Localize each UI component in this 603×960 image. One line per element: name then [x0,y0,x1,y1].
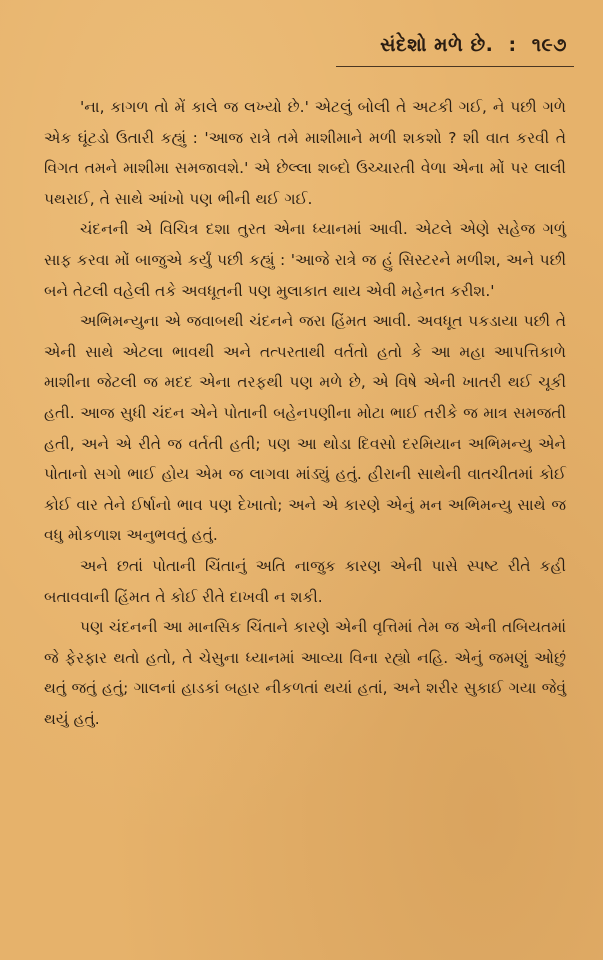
paragraph: ચંદનની એ વિચિત્ર દશા તુરત એના ધ્યાનમાં આવી. એટલે એણે સહેજ ગળું સાફ કરવા મોં બાજુએ કર્યું પછી કહ્યું : 'આજે રાત્રે જ હું સિસ્ટરને મળીશ, અને પછી બને તેટલી વહેલી તકે અવધૂતની પણ મુલાકાત થાય એવી મહેનત કરીશ.' [44,220,566,300]
paragraph: 'ના, કાગળ તો મેં કાલે જ લખ્યો છે.' એટલું બોલી તે અટકી ગઈ, ને પછી ગળે એક ઘૂંટડો ઉતારી કહ્યું : 'આજ રાત્રે તમે માશીમાને મળી શકશો ? શી વાત કરવી તે વિગત તમને માશીમા સમજાવશે.' એ છેલ્લા શબ્દો ઉચ્ચારતી વેળા એના મોં પર લાલી પથરાઈ, તે સાથે આંખો પણ ભીની થઈ ગઈ. [44,98,566,208]
header-separator: : [508,34,517,56]
paragraph: અને છતાં પોતાની ચિંતાનું અતિ નાજુક કારણ એની પાસે સ્પષ્ટ રીતે કહી બતાવવાની હિંમત તે કોઈ રીતે દાખવી ન શકી. [44,556,566,606]
running-head [380,34,567,56]
paragraph: પણ ચંદનની આ માનસિક ચિંતાને કારણે એની વૃત્તિમાં તેમ જ એની તબિયતમાં જે ફેરફાર થતો હતો, તે ચેસુના ધ્યાનમાં આવ્યા વિના રહ્યો નહિ. એનું જમણું ઓછું થતું જતું હતું; ગાલનાં હાડકાં બહાર નીકળતાં થયાં હતાં, અને શરીર સુકાઈ ગયા જેવું થયું હતું. [44,618,566,728]
paragraph: અભિમન્યુના એ જવાબથી ચંદનને જરા હિંમત આવી. અવધૂત પકડાયા પછી તે એની સાથે એટલા ભાવથી અને તત્પરતાથી વર્તતો હતો કે આ મહા આપત્તિકાળે માશીના જેટલી જ મદદ એના તરફથી પણ મળે છે, એ વિષે એની ખાતરી થઈ ચૂકી હતી. આજ સુધી ચંદન એને પોતાની બહેનપણીના મોટા ભાઈ તરીકે જ માત્ર સમજતી હતી, અને એ રીતે જ વર્તતી હતી; પણ આ થોડા દિવસો દરમિયાન અભિમન્યુ એને પોતાનો સગો ભાઈ હોય એમ જ લાગવા માંડ્યું હતું. હીરાની સાથેની વાતચીતમાં કોઈ કોઈ વાર તેને ઈર્ષાનો ભાવ પણ દેખાતો; અને એ કારણે એનું મન અભિમન્યુ સાથે જ વધુ મોકળાશ અનુભવતું હતું. [44,312,566,545]
page-number: ૧૯૭ [531,34,567,56]
chapter-title: સંદેશો મળે છે. [380,34,494,56]
body-text [44,92,566,734]
header-underline [336,66,574,67]
